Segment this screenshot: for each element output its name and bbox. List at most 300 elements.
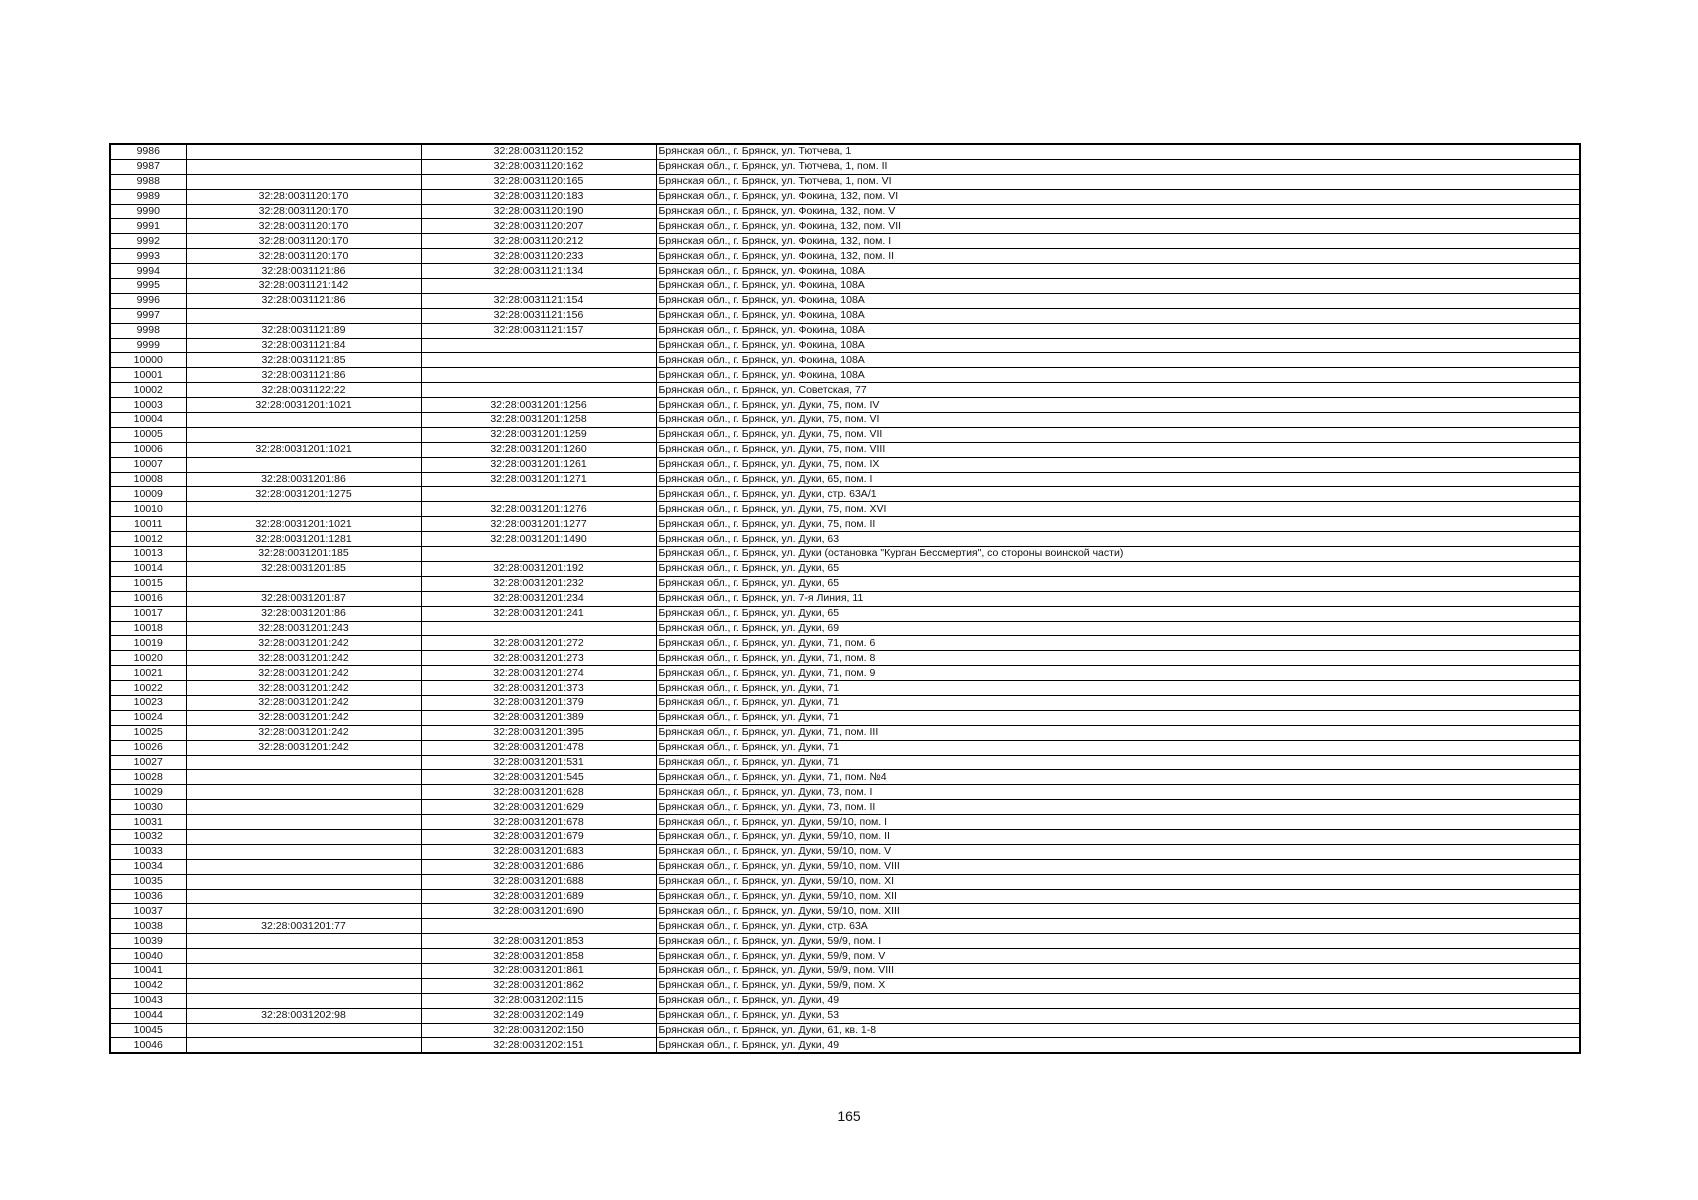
row-number-cell: 10027 <box>110 755 186 770</box>
address-cell: Брянская обл., г. Брянск, ул. Дуки, 59/10, пом. II <box>656 829 1580 844</box>
table-row <box>110 695 1580 710</box>
table-row <box>110 487 1580 502</box>
table-row <box>110 829 1580 844</box>
parent-cadastral-number-cell <box>186 770 421 785</box>
cadastral-number-cell: 32:28:0031120:183 <box>421 189 656 204</box>
table-row <box>110 1023 1580 1038</box>
table-row <box>110 859 1580 874</box>
table-row <box>110 442 1580 457</box>
row-number-cell: 10030 <box>110 800 186 815</box>
table-row <box>110 204 1580 219</box>
cadastral-number-cell: 32:28:0031201:274 <box>421 666 656 681</box>
table-row <box>110 666 1580 681</box>
cadastral-number-cell: 32:28:0031201:853 <box>421 934 656 949</box>
cadastral-number-cell: 32:28:0031201:234 <box>421 591 656 606</box>
cadastral-number-cell: 32:28:0031201:629 <box>421 800 656 815</box>
cadastral-number-cell: 32:28:0031201:192 <box>421 561 656 576</box>
address-cell: Брянская обл., г. Брянск, ул. Дуки, 71 <box>656 681 1580 696</box>
row-number-cell: 10044 <box>110 1008 186 1023</box>
row-number-cell: 10003 <box>110 398 186 413</box>
address-cell: Брянская обл., г. Брянск, ул. Дуки, 49 <box>656 1038 1580 1053</box>
cadastral-number-cell: 32:28:0031120:152 <box>421 144 656 159</box>
table-row <box>110 293 1580 308</box>
parent-cadastral-number-cell: 32:28:0031201:1021 <box>186 442 421 457</box>
parent-cadastral-number-cell: 32:28:0031201:242 <box>186 695 421 710</box>
table-row <box>110 770 1580 785</box>
parent-cadastral-number-cell <box>186 844 421 859</box>
parent-cadastral-number-cell <box>186 427 421 442</box>
parent-cadastral-number-cell <box>186 874 421 889</box>
parent-cadastral-number-cell: 32:28:0031121:86 <box>186 368 421 383</box>
address-cell: Брянская обл., г. Брянск, ул. 7-я Линия, 11 <box>656 591 1580 606</box>
table-row <box>110 725 1580 740</box>
address-cell: Брянская обл., г. Брянск, ул. Дуки, 69 <box>656 621 1580 636</box>
parent-cadastral-number-cell <box>186 993 421 1008</box>
address-cell: Брянская обл., г. Брянск, ул. Фокина, 108А <box>656 293 1580 308</box>
cadastral-number-cell: 32:28:0031201:373 <box>421 681 656 696</box>
cadastral-number-cell: 32:28:0031121:157 <box>421 323 656 338</box>
cadastral-number-cell: 32:28:0031201:1259 <box>421 427 656 442</box>
row-number-cell: 10011 <box>110 517 186 532</box>
table-row <box>110 353 1580 368</box>
row-number-cell: 9994 <box>110 264 186 279</box>
table-row <box>110 904 1580 919</box>
parent-cadastral-number-cell <box>186 457 421 472</box>
cadastral-number-cell: 32:28:0031120:162 <box>421 159 656 174</box>
parent-cadastral-number-cell: 32:28:0031120:170 <box>186 189 421 204</box>
cadastral-number-cell: 32:28:0031201:686 <box>421 859 656 874</box>
table-row <box>110 621 1580 636</box>
table-row <box>110 651 1580 666</box>
table-row <box>110 874 1580 889</box>
row-number-cell: 10046 <box>110 1038 186 1053</box>
row-number-cell: 9991 <box>110 219 186 234</box>
row-number-cell: 10045 <box>110 1023 186 1038</box>
parent-cadastral-number-cell: 32:28:0031201:1021 <box>186 517 421 532</box>
cadastral-number-cell: 32:28:0031201:1256 <box>421 398 656 413</box>
table-row <box>110 338 1580 353</box>
cadastral-number-cell: 32:28:0031202:151 <box>421 1038 656 1053</box>
cadastral-number-cell <box>421 487 656 502</box>
table-row <box>110 472 1580 487</box>
address-cell: Брянская обл., г. Брянск, ул. Дуки, 59/10, пом. VIII <box>656 859 1580 874</box>
table-row <box>110 189 1580 204</box>
address-cell: Брянская обл., г. Брянск, ул. Дуки, стр. 63А/1 <box>656 487 1580 502</box>
table-row <box>110 502 1580 517</box>
row-number-cell: 10031 <box>110 815 186 830</box>
row-number-cell: 10040 <box>110 949 186 964</box>
table-row <box>110 963 1580 978</box>
parent-cadastral-number-cell <box>186 889 421 904</box>
address-cell: Брянская обл., г. Брянск, ул. Дуки, 59/9, пом. I <box>656 934 1580 949</box>
parent-cadastral-number-cell: 32:28:0031121:85 <box>186 353 421 368</box>
row-number-cell: 10033 <box>110 844 186 859</box>
cadastral-number-cell: 32:28:0031201:1258 <box>421 413 656 428</box>
cadastral-number-cell: 32:28:0031201:679 <box>421 829 656 844</box>
row-number-cell: 10014 <box>110 561 186 576</box>
address-cell: Брянская обл., г. Брянск, ул. Дуки, 71 <box>656 755 1580 770</box>
table-row <box>110 264 1580 279</box>
row-number-cell: 10010 <box>110 502 186 517</box>
parent-cadastral-number-cell <box>186 174 421 189</box>
cadastral-number-cell: 32:28:0031121:154 <box>421 293 656 308</box>
row-number-cell: 9992 <box>110 234 186 249</box>
row-number-cell: 9993 <box>110 249 186 264</box>
table-row <box>110 993 1580 1008</box>
table-row <box>110 368 1580 383</box>
address-cell: Брянская обл., г. Брянск, ул. Дуки, 71, пом. 6 <box>656 636 1580 651</box>
table-row <box>110 606 1580 621</box>
address-cell: Брянская обл., г. Брянск, ул. Дуки, 73, пом. II <box>656 800 1580 815</box>
row-number-cell: 10009 <box>110 487 186 502</box>
row-number-cell: 9986 <box>110 144 186 159</box>
address-cell: Брянская обл., г. Брянск, ул. Дуки, 75, пом. IV <box>656 398 1580 413</box>
row-number-cell: 10041 <box>110 963 186 978</box>
row-number-cell: 10023 <box>110 695 186 710</box>
address-cell: Брянская обл., г. Брянск, ул. Дуки, 75, пом. VIII <box>656 442 1580 457</box>
row-number-cell: 10000 <box>110 353 186 368</box>
address-cell: Брянская обл., г. Брянск, ул. Дуки, 75, пом. II <box>656 517 1580 532</box>
table-row <box>110 174 1580 189</box>
table-row <box>110 636 1580 651</box>
row-number-cell: 9988 <box>110 174 186 189</box>
cadastral-number-cell: 32:28:0031201:862 <box>421 978 656 993</box>
parent-cadastral-number-cell <box>186 904 421 919</box>
row-number-cell: 9998 <box>110 323 186 338</box>
parent-cadastral-number-cell: 32:28:0031201:242 <box>186 651 421 666</box>
address-cell: Брянская обл., г. Брянск, ул. Дуки, 71, пом. №4 <box>656 770 1580 785</box>
row-number-cell: 10042 <box>110 978 186 993</box>
row-number-cell: 10008 <box>110 472 186 487</box>
parent-cadastral-number-cell: 32:28:0031201:77 <box>186 919 421 934</box>
cadastral-number-cell: 32:28:0031121:134 <box>421 264 656 279</box>
row-number-cell: 10026 <box>110 740 186 755</box>
cadastral-number-cell <box>421 621 656 636</box>
parent-cadastral-number-cell: 32:28:0031120:170 <box>186 249 421 264</box>
address-cell: Брянская обл., г. Брянск, ул. Фокина, 108А <box>656 308 1580 323</box>
table-row <box>110 308 1580 323</box>
cadastral-number-cell <box>421 338 656 353</box>
table-row <box>110 919 1580 934</box>
table-row <box>110 219 1580 234</box>
cadastral-number-cell: 32:28:0031201:628 <box>421 785 656 800</box>
address-cell: Брянская обл., г. Брянск, ул. Дуки, 59/9, пом. X <box>656 978 1580 993</box>
cadastral-number-cell <box>421 353 656 368</box>
parent-cadastral-number-cell: 32:28:0031201:242 <box>186 710 421 725</box>
parent-cadastral-number-cell <box>186 1038 421 1053</box>
table-row <box>110 398 1580 413</box>
cadastral-number-cell: 32:28:0031120:233 <box>421 249 656 264</box>
parent-cadastral-number-cell: 32:28:0031201:185 <box>186 547 421 562</box>
address-cell: Брянская обл., г. Брянск, ул. Дуки, 75, пом. IX <box>656 457 1580 472</box>
row-number-cell: 9996 <box>110 293 186 308</box>
parent-cadastral-number-cell <box>186 859 421 874</box>
parent-cadastral-number-cell <box>186 576 421 591</box>
cadastral-number-cell: 32:28:0031201:678 <box>421 815 656 830</box>
page-number: 165 <box>837 1108 861 1124</box>
parent-cadastral-number-cell <box>186 144 421 159</box>
row-number-cell: 10032 <box>110 829 186 844</box>
parent-cadastral-number-cell: 32:28:0031201:1275 <box>186 487 421 502</box>
table-row <box>110 949 1580 964</box>
table-row <box>110 934 1580 949</box>
cadastral-number-cell: 32:28:0031120:165 <box>421 174 656 189</box>
address-cell: Брянская обл., г. Брянск, ул. Фокина, 132, пом. V <box>656 204 1580 219</box>
cadastral-number-cell: 32:28:0031120:190 <box>421 204 656 219</box>
address-cell: Брянская обл., г. Брянск, ул. Фокина, 108А <box>656 323 1580 338</box>
cadastral-number-cell <box>421 383 656 398</box>
table-row <box>110 457 1580 472</box>
parent-cadastral-number-cell: 32:28:0031201:87 <box>186 591 421 606</box>
parent-cadastral-number-cell: 32:28:0031201:1281 <box>186 532 421 547</box>
row-number-cell: 10029 <box>110 785 186 800</box>
parent-cadastral-number-cell: 32:28:0031201:242 <box>186 681 421 696</box>
address-cell: Брянская обл., г. Брянск, ул. Фокина, 108А <box>656 353 1580 368</box>
address-cell: Брянская обл., г. Брянск, ул. Тютчева, 1 <box>656 144 1580 159</box>
address-cell: Брянская обл., г. Брянск, ул. Дуки, 71, пом. III <box>656 725 1580 740</box>
cadastral-number-cell <box>421 279 656 294</box>
parent-cadastral-number-cell: 32:28:0031201:242 <box>186 725 421 740</box>
parent-cadastral-number-cell: 32:28:0031201:86 <box>186 472 421 487</box>
table-row <box>110 889 1580 904</box>
table-row <box>110 427 1580 442</box>
parent-cadastral-number-cell <box>186 815 421 830</box>
parent-cadastral-number-cell <box>186 502 421 517</box>
table-row <box>110 1008 1580 1023</box>
table-row <box>110 785 1580 800</box>
parent-cadastral-number-cell: 32:28:0031121:142 <box>186 279 421 294</box>
address-cell: Брянская обл., г. Брянск, ул. Дуки, 59/9, пом. VIII <box>656 963 1580 978</box>
parent-cadastral-number-cell: 32:28:0031121:86 <box>186 293 421 308</box>
row-number-cell: 10006 <box>110 442 186 457</box>
parent-cadastral-number-cell: 32:28:0031201:85 <box>186 561 421 576</box>
row-number-cell: 10020 <box>110 651 186 666</box>
row-number-cell: 9997 <box>110 308 186 323</box>
parent-cadastral-number-cell: 32:28:0031201:86 <box>186 606 421 621</box>
cadastral-number-cell <box>421 368 656 383</box>
address-cell: Брянская обл., г. Брянск, ул. Дуки, 65 <box>656 576 1580 591</box>
row-number-cell: 10036 <box>110 889 186 904</box>
parent-cadastral-number-cell <box>186 755 421 770</box>
registry-table-body <box>110 144 1580 1053</box>
table-row <box>110 800 1580 815</box>
row-number-cell: 10015 <box>110 576 186 591</box>
parent-cadastral-number-cell: 32:28:0031201:242 <box>186 666 421 681</box>
table-row <box>110 159 1580 174</box>
cadastral-number-cell: 32:28:0031201:478 <box>421 740 656 755</box>
table-row <box>110 844 1580 859</box>
address-cell: Брянская обл., г. Брянск, ул. Фокина, 132, пом. VI <box>656 189 1580 204</box>
table-row <box>110 413 1580 428</box>
parent-cadastral-number-cell <box>186 829 421 844</box>
table-row <box>110 279 1580 294</box>
parent-cadastral-number-cell: 32:28:0031122:22 <box>186 383 421 398</box>
parent-cadastral-number-cell: 32:28:0031120:170 <box>186 204 421 219</box>
table-row <box>110 547 1580 562</box>
parent-cadastral-number-cell <box>186 978 421 993</box>
cadastral-number-cell: 32:28:0031201:389 <box>421 710 656 725</box>
table-row <box>110 517 1580 532</box>
address-cell: Брянская обл., г. Брянск, ул. Тютчева, 1, пом. II <box>656 159 1580 174</box>
address-cell: Брянская обл., г. Брянск, ул. Дуки, 71 <box>656 710 1580 725</box>
row-number-cell: 10022 <box>110 681 186 696</box>
address-cell: Брянская обл., г. Брянск, ул. Тютчева, 1, пом. VI <box>656 174 1580 189</box>
row-number-cell: 10028 <box>110 770 186 785</box>
row-number-cell: 9995 <box>110 279 186 294</box>
cadastral-number-cell: 32:28:0031201:1276 <box>421 502 656 517</box>
row-number-cell: 10019 <box>110 636 186 651</box>
parent-cadastral-number-cell <box>186 785 421 800</box>
cadastral-number-cell: 32:28:0031201:232 <box>421 576 656 591</box>
cadastral-number-cell: 32:28:0031201:241 <box>421 606 656 621</box>
address-cell: Брянская обл., г. Брянск, ул. Дуки, 71, пом. 9 <box>656 666 1580 681</box>
table-row <box>110 978 1580 993</box>
row-number-cell: 10004 <box>110 413 186 428</box>
row-number-cell: 10002 <box>110 383 186 398</box>
cadastral-number-cell: 32:28:0031202:115 <box>421 993 656 1008</box>
parent-cadastral-number-cell: 32:28:0031121:89 <box>186 323 421 338</box>
row-number-cell: 10017 <box>110 606 186 621</box>
address-cell: Брянская обл., г. Брянск, ул. Дуки, 59/10, пом. XI <box>656 874 1580 889</box>
address-cell: Брянская обл., г. Брянск, ул. Дуки, 49 <box>656 993 1580 1008</box>
address-cell: Брянская обл., г. Брянск, ул. Фокина, 108А <box>656 368 1580 383</box>
address-cell: Брянская обл., г. Брянск, ул. Дуки, 65 <box>656 606 1580 621</box>
row-number-cell: 10001 <box>110 368 186 383</box>
parent-cadastral-number-cell: 32:28:0031121:84 <box>186 338 421 353</box>
cadastral-number-cell <box>421 547 656 562</box>
row-number-cell: 9990 <box>110 204 186 219</box>
parent-cadastral-number-cell <box>186 963 421 978</box>
address-cell: Брянская обл., г. Брянск, ул. Дуки, 59/10, пом. XIII <box>656 904 1580 919</box>
table-row <box>110 532 1580 547</box>
table-row <box>110 710 1580 725</box>
address-cell: Брянская обл., г. Брянск, ул. Дуки, 71, пом. 8 <box>656 651 1580 666</box>
address-cell: Брянская обл., г. Брянск, ул. Фокина, 108А <box>656 338 1580 353</box>
parent-cadastral-number-cell <box>186 159 421 174</box>
row-number-cell: 10013 <box>110 547 186 562</box>
cadastral-number-cell: 32:28:0031201:688 <box>421 874 656 889</box>
address-cell: Брянская обл., г. Брянск, ул. Дуки, 59/10, пом. XII <box>656 889 1580 904</box>
cadastral-number-cell: 32:28:0031120:212 <box>421 234 656 249</box>
address-cell: Брянская обл., г. Брянск, ул. Фокина, 132, пом. I <box>656 234 1580 249</box>
address-cell: Брянская обл., г. Брянск, ул. Фокина, 132, пом. II <box>656 249 1580 264</box>
address-cell: Брянская обл., г. Брянск, ул. Дуки, 75, пом. VII <box>656 427 1580 442</box>
address-cell: Брянская обл., г. Брянск, ул. Дуки, 61, кв. 1-8 <box>656 1023 1580 1038</box>
row-number-cell: 10024 <box>110 710 186 725</box>
row-number-cell: 10025 <box>110 725 186 740</box>
parent-cadastral-number-cell: 32:28:0031121:86 <box>186 264 421 279</box>
row-number-cell: 10018 <box>110 621 186 636</box>
address-cell: Брянская обл., г. Брянск, ул. Дуки, стр. 63А <box>656 919 1580 934</box>
address-cell: Брянская обл., г. Брянск, ул. Дуки, 59/10, пом. I <box>656 815 1580 830</box>
row-number-cell: 10035 <box>110 874 186 889</box>
address-cell: Брянская обл., г. Брянск, ул. Дуки, 53 <box>656 1008 1580 1023</box>
table-row <box>110 755 1580 770</box>
cadastral-number-cell: 32:28:0031202:149 <box>421 1008 656 1023</box>
cadastral-number-cell: 32:28:0031201:379 <box>421 695 656 710</box>
cadastral-number-cell: 32:28:0031201:1261 <box>421 457 656 472</box>
cadastral-number-cell: 32:28:0031201:272 <box>421 636 656 651</box>
table-row <box>110 249 1580 264</box>
address-cell: Брянская обл., г. Брянск, ул. Дуки, 65, пом. I <box>656 472 1580 487</box>
cadastral-number-cell: 32:28:0031201:690 <box>421 904 656 919</box>
table-row <box>110 383 1580 398</box>
cadastral-number-cell: 32:28:0031120:207 <box>421 219 656 234</box>
parent-cadastral-number-cell <box>186 413 421 428</box>
cadastral-number-cell: 32:28:0031201:1490 <box>421 532 656 547</box>
row-number-cell: 10021 <box>110 666 186 681</box>
address-cell: Брянская обл., г. Брянск, ул. Фокина, 132, пом. VII <box>656 219 1580 234</box>
address-cell: Брянская обл., г. Брянск, ул. Дуки, 75, пом. VI <box>656 413 1580 428</box>
row-number-cell: 9987 <box>110 159 186 174</box>
row-number-cell: 10007 <box>110 457 186 472</box>
registry-table <box>109 143 1581 1054</box>
row-number-cell: 10037 <box>110 904 186 919</box>
cadastral-number-cell: 32:28:0031201:858 <box>421 949 656 964</box>
table-row <box>110 1038 1580 1053</box>
address-cell: Брянская обл., г. Брянск, ул. Советская, 77 <box>656 383 1580 398</box>
parent-cadastral-number-cell: 32:28:0031120:170 <box>186 219 421 234</box>
parent-cadastral-number-cell <box>186 800 421 815</box>
cadastral-number-cell: 32:28:0031121:156 <box>421 308 656 323</box>
table-row <box>110 323 1580 338</box>
address-cell: Брянская обл., г. Брянск, ул. Фокина, 108А <box>656 279 1580 294</box>
parent-cadastral-number-cell <box>186 1023 421 1038</box>
table-row <box>110 234 1580 249</box>
row-number-cell: 10016 <box>110 591 186 606</box>
parent-cadastral-number-cell: 32:28:0031201:243 <box>186 621 421 636</box>
cadastral-number-cell: 32:28:0031202:150 <box>421 1023 656 1038</box>
cadastral-number-cell: 32:28:0031201:395 <box>421 725 656 740</box>
table-row <box>110 591 1580 606</box>
parent-cadastral-number-cell <box>186 934 421 949</box>
address-cell: Брянская обл., г. Брянск, ул. Дуки, 71 <box>656 740 1580 755</box>
cadastral-number-cell: 32:28:0031201:1271 <box>421 472 656 487</box>
cadastral-number-cell: 32:28:0031201:531 <box>421 755 656 770</box>
row-number-cell: 10043 <box>110 993 186 1008</box>
table-row <box>110 740 1580 755</box>
cadastral-number-cell: 32:28:0031201:273 <box>421 651 656 666</box>
parent-cadastral-number-cell <box>186 308 421 323</box>
address-cell: Брянская обл., г. Брянск, ул. Дуки (остановка "Курган Бессмертия", со стороны воинской части) <box>656 547 1580 562</box>
address-cell: Брянская обл., г. Брянск, ул. Фокина, 108А <box>656 264 1580 279</box>
parent-cadastral-number-cell: 32:28:0031202:98 <box>186 1008 421 1023</box>
address-cell: Брянская обл., г. Брянск, ул. Дуки, 75, пом. XVI <box>656 502 1580 517</box>
address-cell: Брянская обл., г. Брянск, ул. Дуки, 65 <box>656 561 1580 576</box>
row-number-cell: 10005 <box>110 427 186 442</box>
address-cell: Брянская обл., г. Брянск, ул. Дуки, 59/10, пом. V <box>656 844 1580 859</box>
parent-cadastral-number-cell: 32:28:0031120:170 <box>186 234 421 249</box>
address-cell: Брянская обл., г. Брянск, ул. Дуки, 59/9, пом. V <box>656 949 1580 964</box>
row-number-cell: 10038 <box>110 919 186 934</box>
table-row <box>110 815 1580 830</box>
cadastral-number-cell <box>421 919 656 934</box>
address-cell: Брянская обл., г. Брянск, ул. Дуки, 73, пом. I <box>656 785 1580 800</box>
table-row <box>110 576 1580 591</box>
registry-table-wrapper <box>109 143 1579 1054</box>
row-number-cell: 9999 <box>110 338 186 353</box>
row-number-cell: 10034 <box>110 859 186 874</box>
row-number-cell: 10039 <box>110 934 186 949</box>
parent-cadastral-number-cell: 32:28:0031201:242 <box>186 636 421 651</box>
cadastral-number-cell: 32:28:0031201:683 <box>421 844 656 859</box>
parent-cadastral-number-cell <box>186 949 421 964</box>
parent-cadastral-number-cell: 32:28:0031201:242 <box>186 740 421 755</box>
cadastral-number-cell: 32:28:0031201:1277 <box>421 517 656 532</box>
cadastral-number-cell: 32:28:0031201:545 <box>421 770 656 785</box>
table-row <box>110 681 1580 696</box>
table-row <box>110 144 1580 159</box>
